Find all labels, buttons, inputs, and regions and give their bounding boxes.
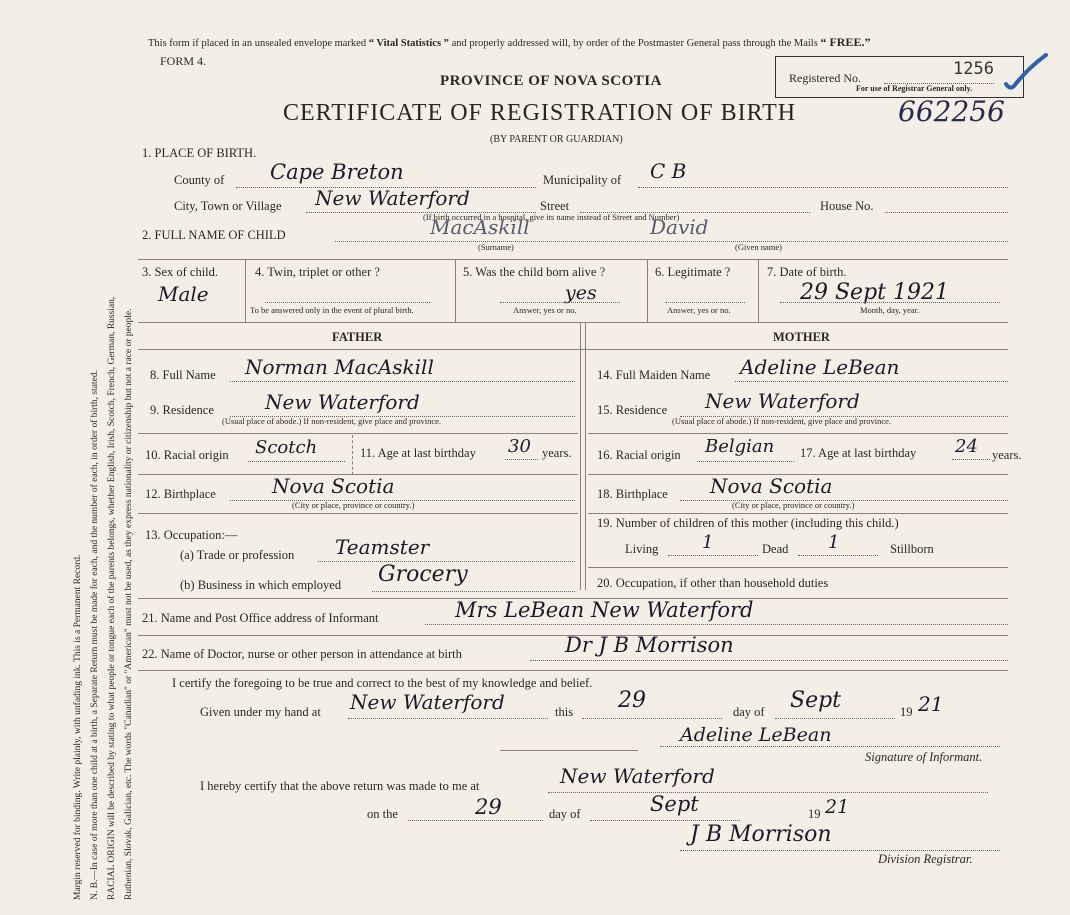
mother-birthplace-value: Nova Scotia bbox=[710, 474, 833, 498]
street-label: Street bbox=[540, 199, 570, 213]
date-of-birth-value: 29 Sept 1921 bbox=[800, 280, 949, 305]
city-value: New Waterford bbox=[315, 186, 470, 210]
certification-month-value: Sept bbox=[790, 688, 842, 713]
father-trade-label: (a) Trade or profession bbox=[180, 548, 295, 562]
subtitle: (BY PARENT OR GUARDIAN) bbox=[490, 134, 623, 145]
born-alive-note: Answer, yes or no. bbox=[513, 305, 577, 315]
date-of-birth-label: 7. Date of birth. bbox=[767, 265, 847, 279]
certification-statement: I certify the foregoing to be true and correct to the best of my knowledge and belief. bbox=[172, 676, 593, 690]
sex-value: Male bbox=[158, 282, 209, 306]
living-label: Living bbox=[625, 542, 659, 556]
margin-note-nationality: Ruthenian, Slovak, Galician, etc. The words "Canadian" or "American" must not be used, as they express nationality or citizenship but not a race or people. bbox=[124, 308, 134, 900]
informant-signature-caption: Signature of Informant. bbox=[865, 750, 983, 764]
house-number-label: House No. bbox=[820, 199, 874, 213]
registrar-year-value: 21 bbox=[825, 796, 850, 818]
province-heading: PROVINCE OF NOVA SCOTIA bbox=[440, 73, 662, 89]
mail-notice: This form if placed in an unsealed envelope marked “ Vital Statistics ” and properly addressed will, by order of the Postmaster General pass through the Mails “ FREE.” bbox=[148, 35, 871, 49]
mother-heading: MOTHER bbox=[773, 330, 830, 344]
father-birthplace-label: 12. Birthplace bbox=[145, 487, 216, 501]
informant-value: Mrs LeBean New Waterford bbox=[455, 598, 754, 622]
born-alive-label: 5. Was the child born alive ? bbox=[463, 265, 606, 279]
surname-caption: (Surname) bbox=[478, 242, 514, 252]
registrar-month-value: Sept bbox=[650, 792, 699, 816]
informant-signature: Adeline LeBean bbox=[680, 724, 832, 746]
page-title: CERTIFICATE OF REGISTRATION OF BIRTH bbox=[283, 100, 797, 126]
mother-occupation-label: 20. Occupation, if other than household duties bbox=[597, 576, 829, 590]
father-heading: FATHER bbox=[332, 330, 383, 344]
municipality-value: C B bbox=[650, 159, 687, 183]
registrar-signature: J B Morrison bbox=[690, 822, 832, 847]
registrar-signature-caption: Division Registrar. bbox=[878, 852, 973, 866]
margin-note-multiple-births: N. B.—In case of more than one child at a birth, a Separate Return must be made for each, and the number of each, in order of birth, stated. bbox=[90, 370, 100, 900]
dead-value: 1 bbox=[828, 532, 840, 553]
mother-residence-label: 15. Residence bbox=[597, 403, 668, 417]
this-label: this bbox=[555, 705, 574, 719]
registered-label: Registered No. bbox=[789, 71, 861, 85]
father-name-label: 8. Full Name bbox=[150, 368, 216, 382]
twin-note: To be answered only in the event of plural birth. bbox=[250, 305, 414, 315]
father-age-unit: years. bbox=[542, 446, 572, 460]
father-business-label: (b) Business in which employed bbox=[180, 578, 342, 592]
city-label: City, Town or Village bbox=[174, 199, 282, 213]
mother-residence-note: (Usual place of abode.) If non-resident, give place and province. bbox=[672, 416, 892, 426]
county-label: County of bbox=[174, 173, 225, 187]
place-of-birth-label: 1. PLACE OF BIRTH. bbox=[142, 146, 257, 160]
mother-age-label: 17. Age at last birthday bbox=[800, 446, 917, 460]
hospital-note: (If birth occurred in a hospital, give its name instead of Street and Number) bbox=[423, 212, 680, 222]
father-residence-label: 9. Residence bbox=[150, 403, 214, 417]
child-given-name-value: David bbox=[650, 215, 709, 239]
legitimate-note: Answer, yes or no. bbox=[667, 305, 731, 315]
mother-children-label: 19. Number of children of this mother (including this child.) bbox=[597, 516, 899, 530]
registrar-place-value: New Waterford bbox=[560, 764, 715, 788]
margin-note-racial-origin: RACIAL ORIGIN will be described by stating to what people or tongue each of the parents belongs, whether English, Irish, Scotch, French, German, Russian, bbox=[107, 296, 117, 900]
mother-name-value: Adeline LeBean bbox=[740, 355, 900, 379]
dead-label: Dead bbox=[762, 542, 789, 556]
registrar-year-prefix: 19 bbox=[808, 807, 821, 821]
twin-label: 4. Twin, triplet or other ? bbox=[255, 265, 380, 279]
mother-age-unit: years. bbox=[992, 448, 1022, 462]
father-birthplace-value: Nova Scotia bbox=[272, 474, 395, 498]
informant-label: 21. Name and Post Office address of Informant bbox=[142, 611, 379, 625]
sex-label: 3. Sex of child. bbox=[142, 265, 219, 279]
father-residence-note: (Usual place of abode.) If non-resident, give place and province. bbox=[222, 416, 442, 426]
county-value: Cape Breton bbox=[270, 160, 404, 184]
father-residence-value: New Waterford bbox=[265, 390, 420, 414]
father-name-value: Norman MacAskill bbox=[245, 355, 434, 379]
municipality-label: Municipality of bbox=[543, 173, 622, 187]
form-number: FORM 4. bbox=[160, 54, 207, 68]
mother-age-value: 24 bbox=[955, 436, 978, 457]
father-age-value: 30 bbox=[508, 436, 531, 457]
child-surname-value: MacAskill bbox=[430, 215, 530, 239]
registrar-note: For use of Registrar General only. bbox=[856, 84, 973, 93]
mother-birthplace-label: 18. Birthplace bbox=[597, 487, 668, 501]
margin-note-binding: Margin reserved for binding. Write plainly, with unfading ink. This is a Permanent Record. bbox=[73, 554, 83, 900]
legitimate-label: 6. Legitimate ? bbox=[655, 265, 731, 279]
stillborn-label: Stillborn bbox=[890, 542, 934, 556]
doctor-value: Dr J B Morrison bbox=[565, 633, 734, 657]
certification-day-value: 29 bbox=[618, 688, 646, 713]
father-occupation-label: 13. Occupation:— bbox=[145, 528, 238, 542]
mother-racial-value: Belgian bbox=[705, 436, 775, 457]
father-racial-label: 10. Racial origin bbox=[145, 448, 229, 462]
doctor-label: 22. Name of Doctor, nurse or other person in attendance at birth bbox=[142, 647, 462, 661]
date-of-birth-note: Month, day, year. bbox=[860, 305, 920, 315]
given-name-caption: (Given name) bbox=[735, 242, 782, 252]
handwritten-registration-number: 662256 bbox=[898, 95, 1005, 128]
father-business-value: Grocery bbox=[378, 562, 468, 587]
father-birthplace-note: (City or place, province or country.) bbox=[292, 500, 415, 510]
checkmark-icon bbox=[1000, 50, 1050, 95]
certification-year-value: 21 bbox=[918, 692, 944, 716]
father-trade-value: Teamster bbox=[335, 535, 430, 559]
certification-year-prefix: 19 bbox=[900, 705, 913, 719]
mother-name-label: 14. Full Maiden Name bbox=[597, 368, 711, 382]
child-name-label: 2. FULL NAME OF CHILD bbox=[142, 228, 286, 242]
born-alive-value: yes bbox=[565, 282, 597, 304]
given-place-value: New Waterford bbox=[350, 690, 505, 714]
registered-number-box bbox=[775, 56, 1024, 98]
registrar-day-of-label: day of bbox=[549, 807, 581, 821]
mother-racial-label: 16. Racial origin bbox=[597, 448, 681, 462]
living-value: 1 bbox=[702, 532, 714, 553]
father-racial-value: Scotch bbox=[255, 437, 318, 458]
registrar-day-value: 29 bbox=[475, 795, 502, 819]
given-under-label: Given under my hand at bbox=[200, 705, 321, 719]
father-age-label: 11. Age at last birthday bbox=[360, 446, 476, 460]
registrar-on-the-label: on the bbox=[367, 807, 398, 821]
mother-residence-value: New Waterford bbox=[705, 389, 860, 413]
mother-birthplace-note: (City or place, province or country.) bbox=[732, 500, 855, 510]
certification-day-of-label: day of bbox=[733, 705, 765, 719]
registrar-statement: I hereby certify that the above return was made to me at bbox=[200, 779, 480, 793]
registered-value: 1256 bbox=[953, 59, 994, 79]
